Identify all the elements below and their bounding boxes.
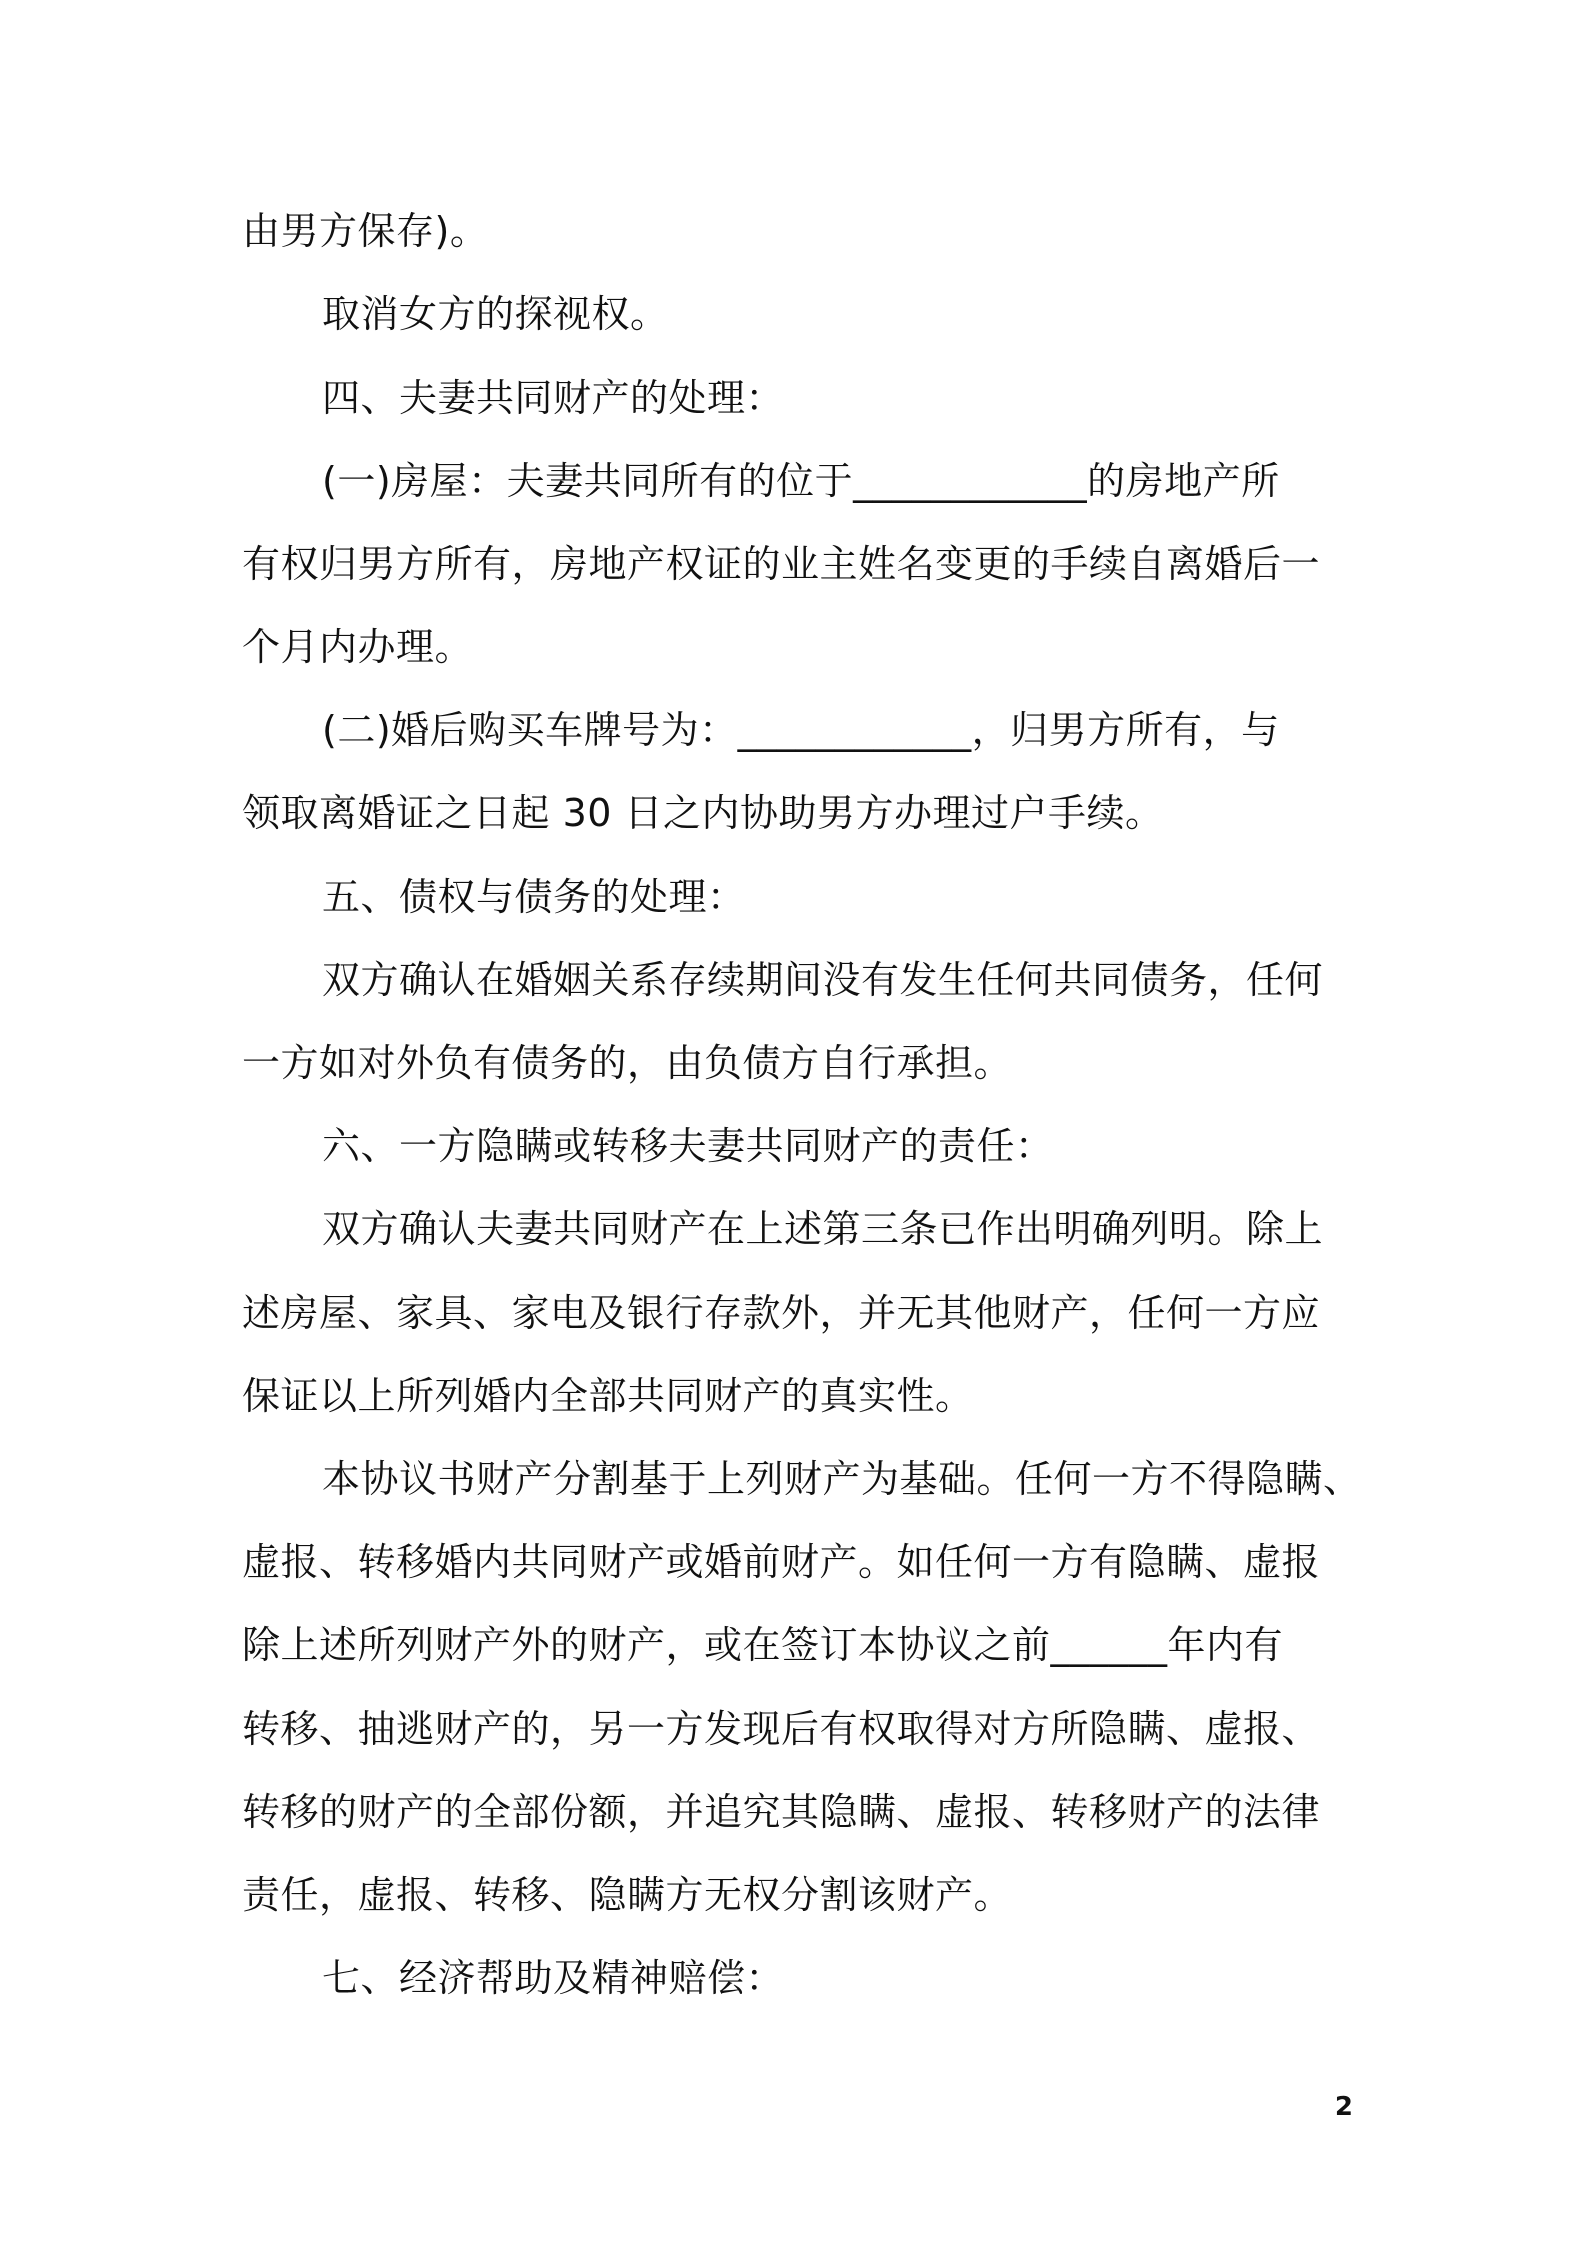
text-line: 个月内办理。 (242, 625, 474, 669)
text-line: 一方如对外负有债务的，由负债方自行承担。 (242, 1041, 1013, 1085)
text-line: 述房屋、家具、家电及银行存款外，并无其他财产，任何一方应 (242, 1291, 1321, 1335)
text-line: 本协议书财产分割基于上列财产为基础。任何一方不得隐瞒、 (322, 1457, 1362, 1501)
text-line: 保证以上所列婚内全部共同财产的真实性。 (242, 1374, 974, 1418)
text-line: 由男方保存)。 (242, 209, 489, 253)
text-line: 除上述所列财产外的财产，或在签订本协议之前______年内有 (242, 1623, 1284, 1667)
section-heading: 五、债权与债务的处理： (322, 875, 746, 919)
text-line: 虚报、转移婚内共同财产或婚前财产。如任何一方有隐瞒、虚报 (242, 1540, 1321, 1584)
section-heading: 七、经济帮助及精神赔偿： (322, 1956, 785, 2000)
text-line: (二)婚后购买车牌号为：____________，归男方所有，与 (322, 708, 1280, 752)
page-number: 2 (1334, 2092, 1353, 2122)
text-line: 领取离婚证之日起 30 日之内协助男方办理过户手续。 (242, 791, 1164, 835)
text-line: 有权归男方所有，房地产权证的业主姓名变更的手续自离婚后一 (242, 542, 1321, 586)
section-heading: 六、一方隐瞒或转移夫妻共同财产的责任： (322, 1124, 1054, 1168)
text-line: 转移的财产的全部份额，并追究其隐瞒、虚报、转移财产的法律 (242, 1790, 1321, 1834)
text-line: (一)房屋：夫妻共同所有的位于____________的房地产所 (322, 459, 1280, 503)
text-line: 取消女方的探视权。 (322, 292, 669, 336)
text-line: 责任，虚报、转移、隐瞒方无权分割该财产。 (242, 1873, 1013, 1917)
text-line: 双方确认在婚姻关系存续期间没有发生任何共同债务，任何 (322, 958, 1324, 1002)
text-line: 转移、抽逃财产的，另一方发现后有权取得对方所隐瞒、虚报、 (242, 1707, 1321, 1751)
section-heading: 四、夫妻共同财产的处理： (322, 376, 785, 420)
text-line: 双方确认夫妻共同财产在上述第三条已作出明确列明。除上 (322, 1207, 1324, 1251)
